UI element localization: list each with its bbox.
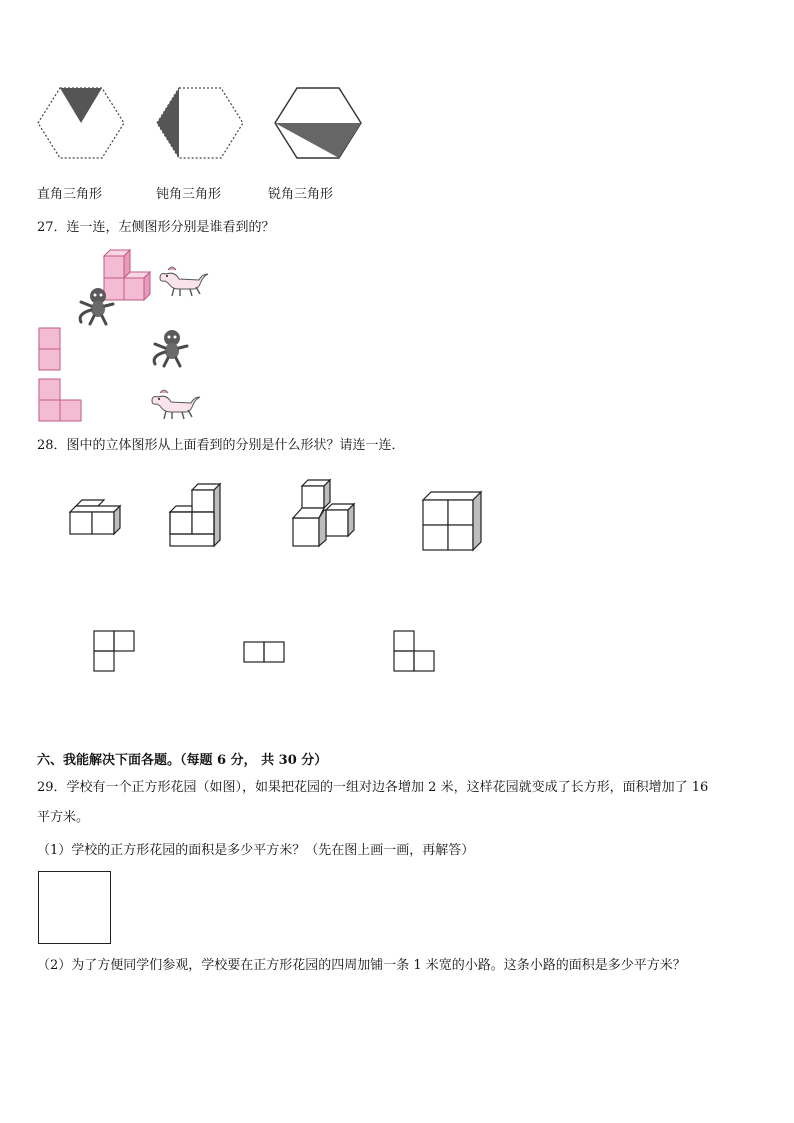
question-29-part-2: （2）为了方便同学们参观，学校要在正方形花园的四周加铺一条 1 米宽的小路。这条小路的面积是多少平方米？ [37,958,686,973]
dog-icon [150,385,200,421]
section-6-heading: 六、我能解决下面各题。（每题 6 分， 共 30 分） [37,753,328,768]
solid-figure-2 [162,482,226,548]
question-29-part-1: （1）学校的正方形花园的面积是多少平方米？（先在图上画一画，再解答） [37,843,475,858]
question-29-line-1: 29．学校有一个正方形花园（如图），如果把花园的一组对边各增加 2 米，这样花园就变成了长方形，面积增加了 16 [37,780,709,795]
view-l-shape-squares [38,378,84,422]
solid-figure-1 [64,498,126,544]
question-27-text: 27．连一连，左侧图形分别是谁看到的？ [37,220,275,235]
hexagon-figure-right-triangle [38,86,128,166]
dog-icon [158,262,208,298]
label-right-triangle: 直角三角形 [37,187,103,202]
label-acute-triangle: 锐角三角形 [268,187,334,202]
solid-figure-4 [420,490,486,552]
question-29-line-2: 平方米。 [37,810,90,825]
top-view-shape-3 [393,630,437,674]
hexagon-figure-acute-triangle [275,86,365,166]
view-two-vertical-squares [38,327,62,371]
hexagon-figure-obtuse-triangle [157,86,247,166]
solid-figure-3 [290,478,362,548]
monkey-icon [150,328,190,368]
monkey-icon [76,286,116,326]
square-garden-figure [38,871,111,944]
top-view-shape-1 [93,630,137,674]
label-obtuse-triangle: 钝角三角形 [156,187,222,202]
top-view-shape-2 [243,641,287,665]
question-28-text: 28．图中的立体图形从上面看到的分别是什么形状？请连一连． [37,438,405,453]
